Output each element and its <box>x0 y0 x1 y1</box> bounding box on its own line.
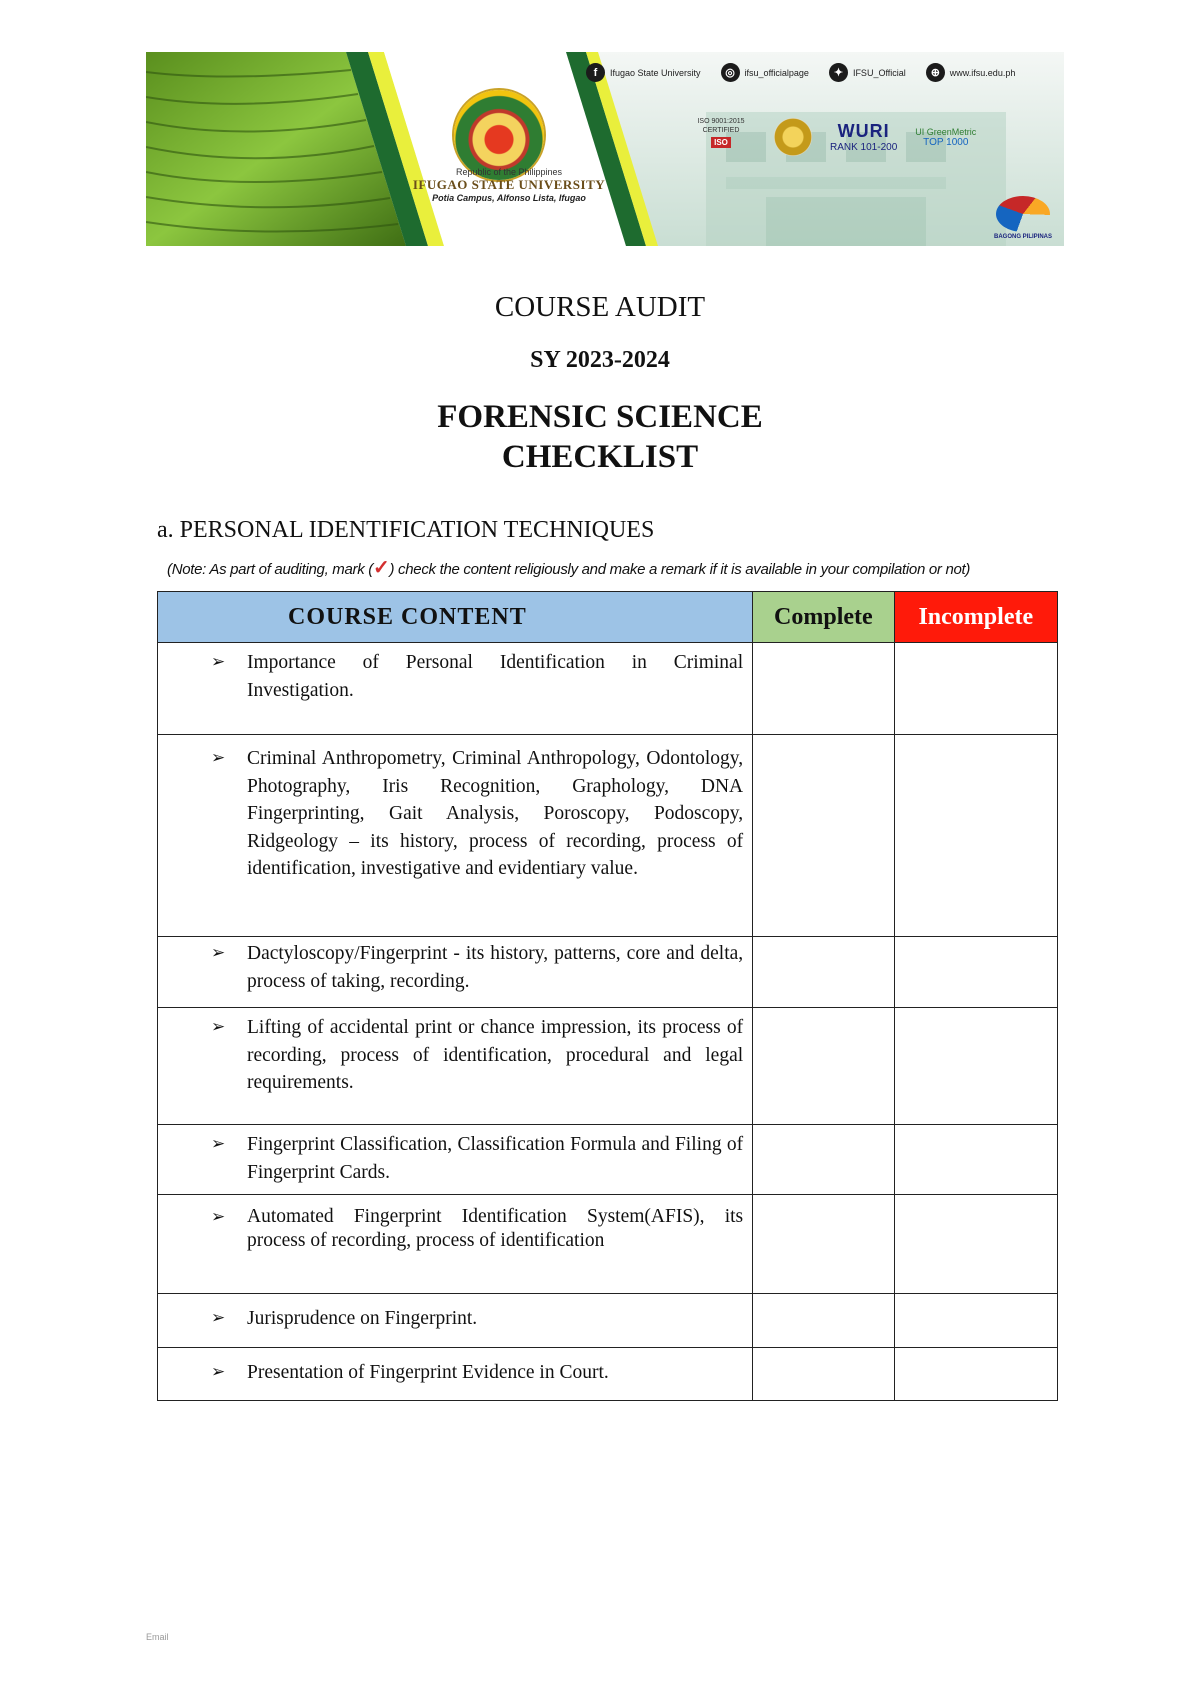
globe-icon: ⊕ <box>926 63 945 82</box>
incomplete-cell[interactable] <box>894 1195 1057 1294</box>
bagong-pilipinas-logo <box>994 196 1052 240</box>
complete-cell[interactable] <box>753 1195 894 1294</box>
wuri-badge <box>830 121 897 153</box>
arrow-bullet-icon: ➢ <box>211 943 226 963</box>
incomplete-cell[interactable] <box>894 735 1057 937</box>
university-name: IFUGAO STATE UNIVERSITY <box>412 177 606 192</box>
bagong-pilipinas-icon <box>996 196 1050 232</box>
content-cell <box>158 1195 753 1294</box>
complete-cell[interactable] <box>753 643 894 735</box>
social-website[interactable] <box>926 63 1016 82</box>
note-text-before: (Note: As part of auditing, mark ( <box>167 561 373 578</box>
campus-name: Potia Campus, Alfonso Lista, Ifugao <box>432 193 586 203</box>
content-cell <box>158 735 753 937</box>
incomplete-cell[interactable] <box>894 1348 1057 1401</box>
wuri-title: WURI <box>837 121 890 141</box>
content-cell <box>158 1125 753 1195</box>
content-text: Fingerprint Classification, Classification Formula and Filing of Fingerprint Cards. <box>247 1134 744 1183</box>
instagram-icon: ◎ <box>721 63 740 82</box>
iso-standard: ISO 9001:2015 <box>697 118 745 125</box>
incomplete-cell[interactable] <box>894 643 1057 735</box>
table-row <box>158 735 1058 937</box>
table-row <box>158 1294 1058 1348</box>
content-text: Criminal Anthropometry, Criminal Anthropology, Odontology, Photography, Iris Recognition, Graphology, DNA Fingerprinting, Gait Analysis, Poroscopy, Podoscopy, Ridgeology – its history, process of recording, process of identification, investigative and evidentiary value. <box>247 748 744 879</box>
complete-cell[interactable] <box>753 1125 894 1195</box>
checklist-title-line2: CHECKLIST <box>501 439 699 475</box>
iso-badge <box>686 117 756 157</box>
incomplete-cell[interactable] <box>894 1008 1057 1125</box>
arrow-bullet-icon: ➢ <box>211 1017 226 1037</box>
course-content-table <box>157 591 1058 1401</box>
twitter-label: IFSU_Official <box>852 67 906 78</box>
content-cell <box>158 1348 753 1401</box>
complete-cell[interactable] <box>753 1294 894 1348</box>
content-text: Dactyloscopy/Fingerprint - its history, patterns, core and delta, process of taking, recording. <box>247 943 744 992</box>
facebook-icon: f <box>586 63 605 82</box>
arrow-bullet-icon: ➢ <box>211 1134 226 1154</box>
twitter-icon: ✦ <box>829 63 848 82</box>
complete-cell[interactable] <box>753 735 894 937</box>
facebook-label: Ifugao State University <box>610 67 701 78</box>
social-instagram[interactable] <box>721 63 809 82</box>
header-complete: Complete <box>753 592 894 643</box>
content-text: Lifting of accidental print or chance impression, its process of recording, process of identification, procedural and legal requirements. <box>247 1017 744 1093</box>
document-title: COURSE AUDIT <box>494 291 706 323</box>
header-incomplete: Incomplete <box>894 592 1057 643</box>
arrow-bullet-icon: ➢ <box>211 1207 226 1227</box>
content-text: Jurisprudence on Fingerprint. <box>247 1308 478 1329</box>
header-course-content: COURSE CONTENT <box>158 592 753 643</box>
bagong-pilipinas-label: BAGONG PILIPINAS <box>993 234 1052 240</box>
instagram-label: ifsu_officialpage <box>744 67 809 78</box>
content-cell <box>158 937 753 1008</box>
website-label: www.ifsu.edu.ph <box>949 67 1016 78</box>
table-header-row <box>158 592 1058 643</box>
content-cell <box>158 1008 753 1125</box>
social-links <box>586 63 1054 82</box>
content-text: Importance of Personal Identification in Criminal Investigation. <box>247 652 744 701</box>
content-text: Presentation of Fingerprint Evidence in Court. <box>247 1362 609 1383</box>
incomplete-cell[interactable] <box>894 1294 1057 1348</box>
republic-label: Republic of the Philippines <box>455 167 563 177</box>
complete-cell[interactable] <box>753 1008 894 1125</box>
school-year: SY 2023-2024 <box>530 347 670 373</box>
greenmetric-title: UI GreenMetric <box>915 126 977 137</box>
greenmetric-badge <box>915 127 976 148</box>
audit-note <box>167 557 971 579</box>
check-mark-icon: ✓ <box>373 557 390 579</box>
arrow-bullet-icon: ➢ <box>211 748 226 768</box>
complete-cell[interactable] <box>753 1348 894 1401</box>
seal-medal-icon <box>774 118 812 156</box>
checklist-title-line1: FORENSIC SCIENCE <box>437 399 763 435</box>
arrow-bullet-icon: ➢ <box>211 1308 226 1328</box>
section-heading: a. PERSONAL IDENTIFICATION TECHNIQUES <box>157 517 655 543</box>
university-name-block <box>394 167 624 203</box>
checklist-title <box>0 397 1200 477</box>
note-text-after: ) check the content religiously and make a remark if it is available in your compilation or not) <box>389 561 971 578</box>
social-facebook[interactable] <box>586 63 701 82</box>
accreditation-badges <box>686 117 976 157</box>
content-cell <box>158 643 753 735</box>
arrow-bullet-icon: ➢ <box>211 1362 226 1382</box>
table-row <box>158 643 1058 735</box>
incomplete-cell[interactable] <box>894 937 1057 1008</box>
social-twitter[interactable] <box>829 63 906 82</box>
iso-label: ISO <box>711 137 731 148</box>
arrow-bullet-icon: ➢ <box>211 652 226 672</box>
table-row <box>158 1348 1058 1401</box>
complete-cell[interactable] <box>753 937 894 1008</box>
content-text: Automated Fingerprint Identification System(AFIS), its process of recording, process of identification <box>247 1206 744 1251</box>
content-cell <box>158 1294 753 1348</box>
header-banner <box>146 52 1064 246</box>
table-row <box>158 937 1058 1008</box>
greenmetric-rank: TOP 1000 <box>923 136 969 148</box>
table-row <box>158 1125 1058 1195</box>
incomplete-cell[interactable] <box>894 1125 1057 1195</box>
footer-email-label: Email <box>146 1632 169 1642</box>
table-row <box>158 1195 1058 1294</box>
iso-certified: CERTIFIED <box>702 127 740 134</box>
table-row <box>158 1008 1058 1125</box>
wuri-rank: RANK 101-200 <box>830 142 898 153</box>
